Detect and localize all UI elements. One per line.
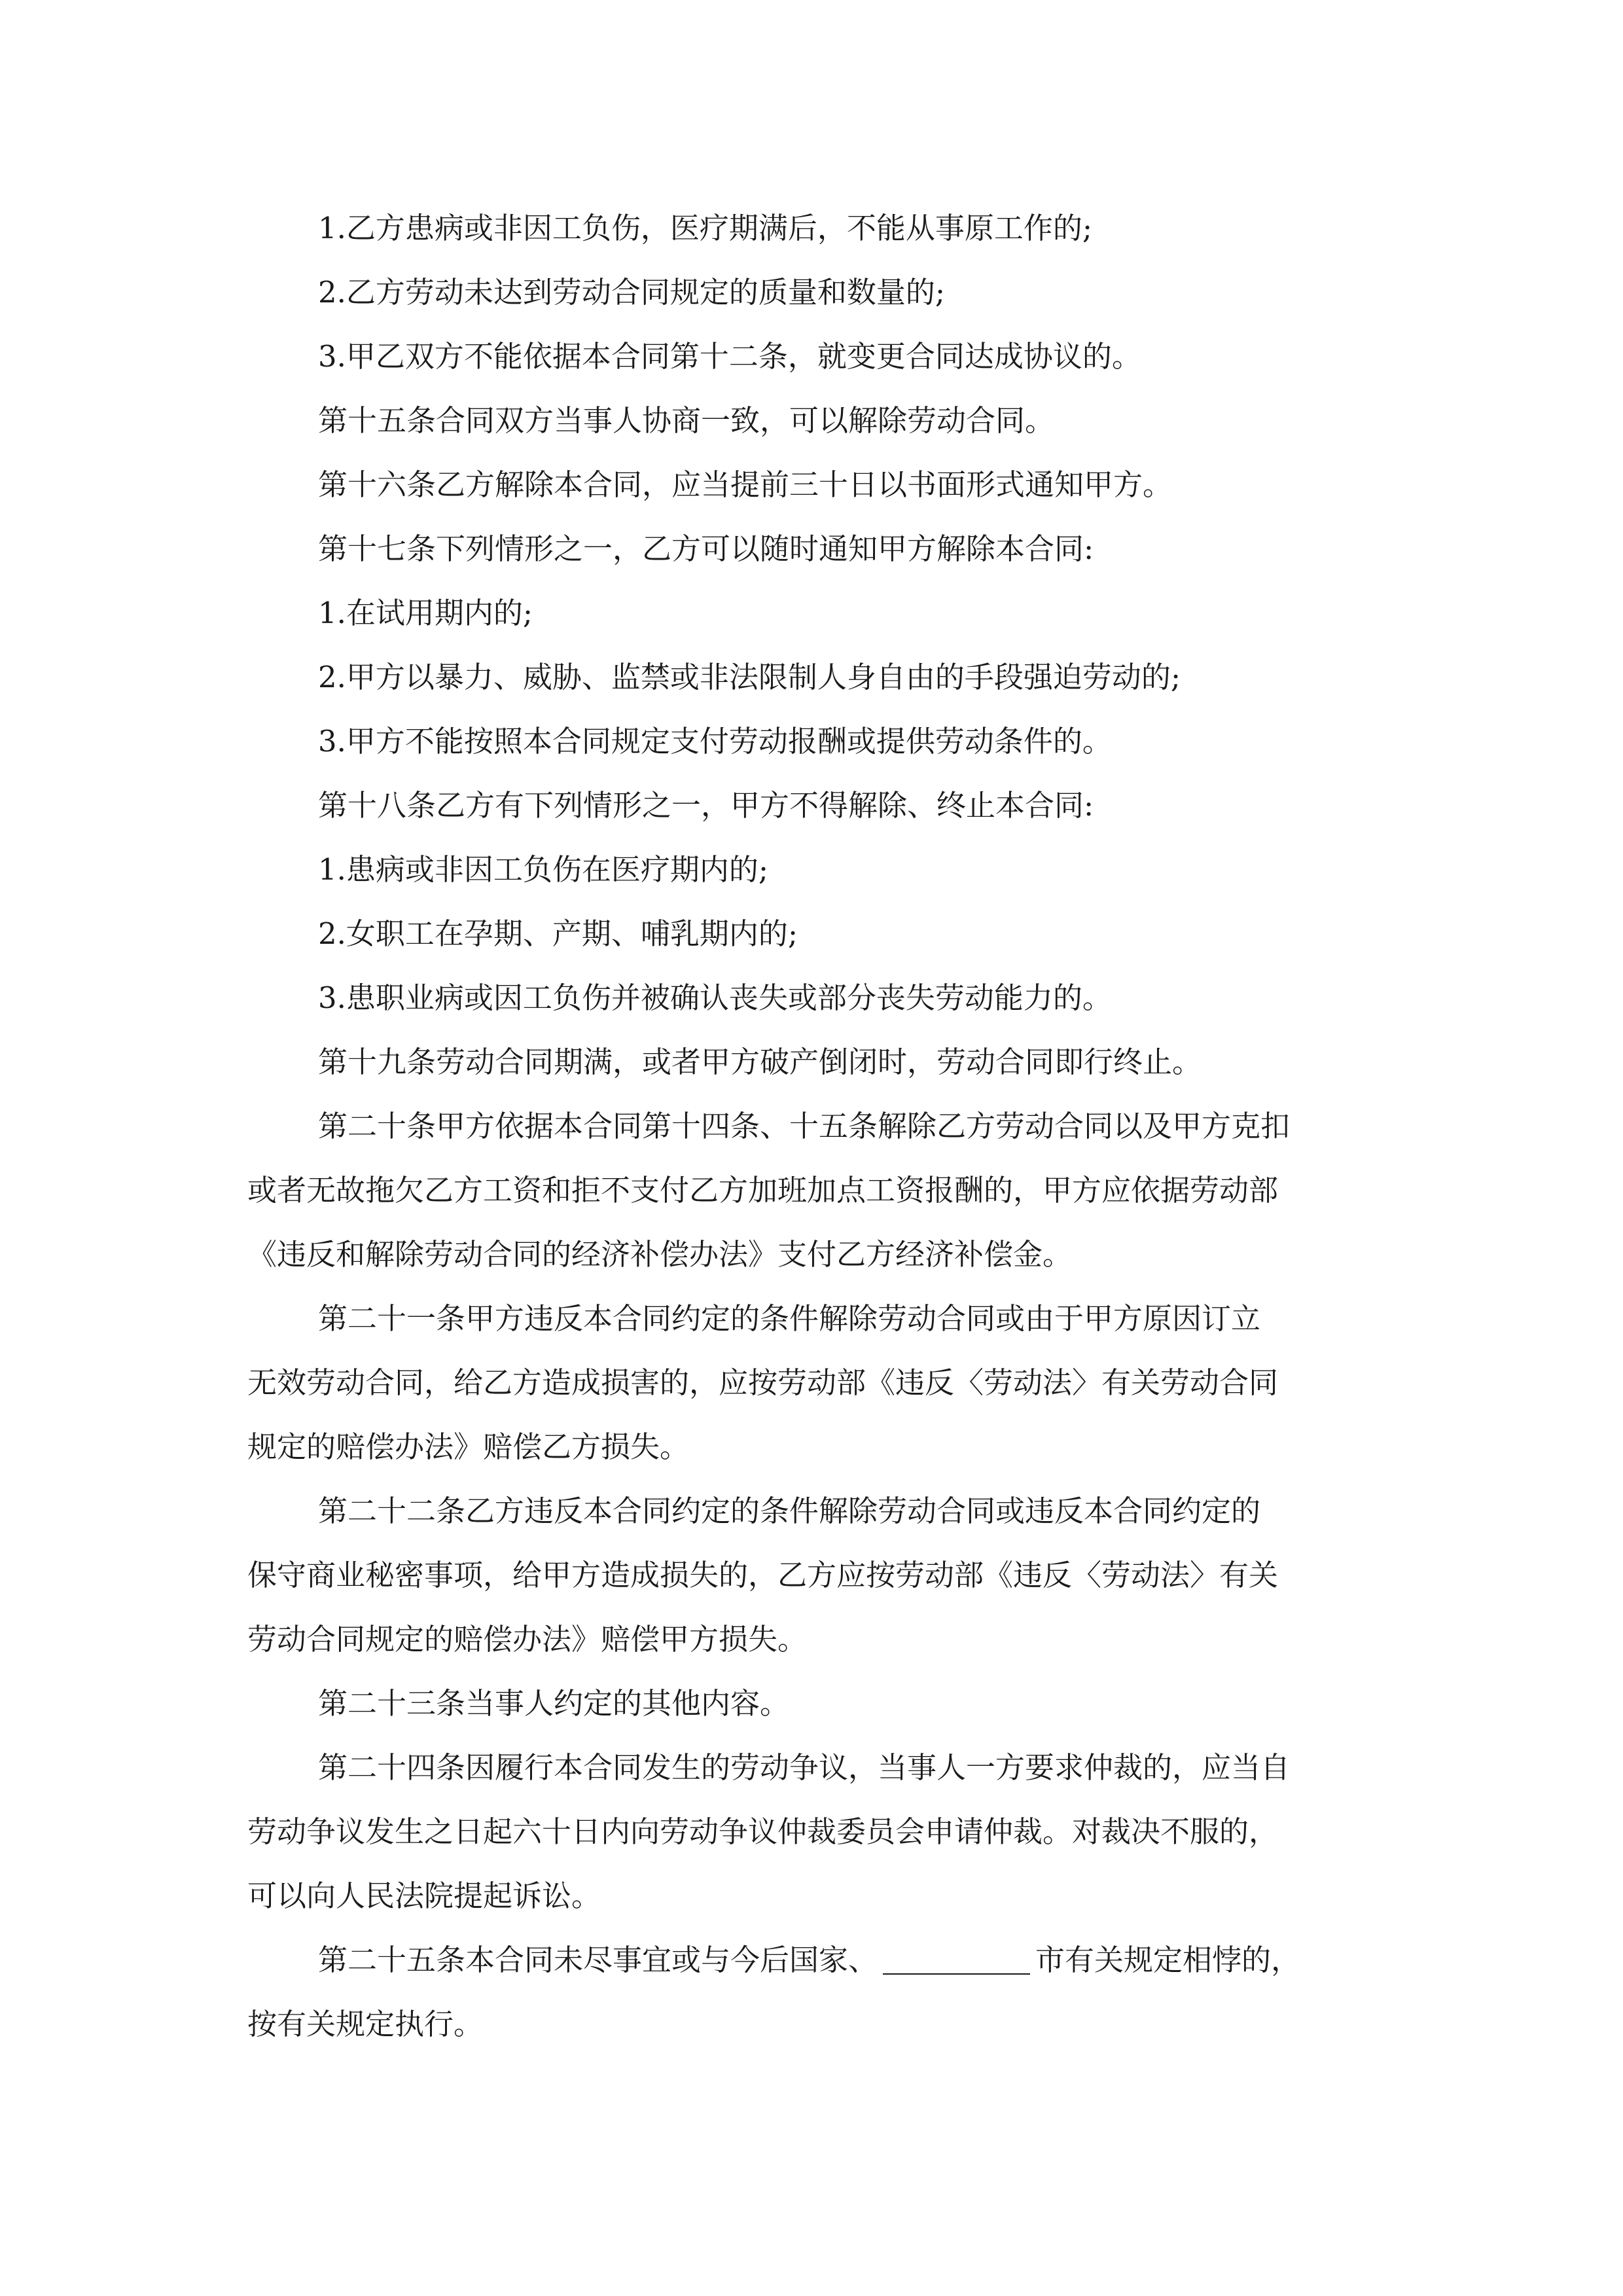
text-line: 1.乙方患病或非因工负伤，医疗期满后，不能从事原工作的; <box>318 211 1093 245</box>
fill-in-blank <box>883 1944 1030 1975</box>
text-line: 保守商业秘密事项，给甲方造成损失的，乙方应按劳动部《违反〈劳动法〉有关 <box>247 1558 1279 1592</box>
paragraph <box>247 838 1380 902</box>
document-body <box>247 196 1380 2056</box>
text-line: 第十七条下列情形之一，乙方可以随时通知甲方解除本合同: <box>318 531 1094 566</box>
text-line: 第二十四条因履行本合同发生的劳动争议，当事人一方要求仲裁的，应当自 <box>318 1750 1291 1785</box>
text-line: 可以向人民法院提起诉讼。 <box>247 1878 601 1913</box>
text-line: 3.患职业病或因工负伤并被确认丧失或部分丧失劳动能力的。 <box>318 980 1112 1015</box>
paragraph <box>247 325 1380 389</box>
text-line: 第二十二条乙方违反本合同约定的条件解除劳动合同或违反本合同约定的 <box>318 1494 1261 1528</box>
text-line: 3.甲乙双方不能依据本合同第十二条，就变更合同达成协议的。 <box>318 339 1141 374</box>
paragraph <box>247 645 1380 709</box>
paragraph-with-blank <box>247 1928 1380 2056</box>
text-line: 1.患病或非因工负伤在医疗期内的; <box>318 852 769 887</box>
text-line: 1.在试用期内的; <box>318 596 533 630</box>
text-line: 第十五条合同双方当事人协商一致，可以解除劳动合同。 <box>318 403 1055 438</box>
text-line: 市有关规定相悖的， <box>1035 1943 1301 1977</box>
paragraph <box>247 1672 1380 1736</box>
text-line: 2.女职工在孕期、产期、哺乳期内的; <box>318 916 798 951</box>
text-line: 3.甲方不能按照本合同规定支付劳动报酬或提供劳动条件的。 <box>318 724 1112 759</box>
paragraph <box>247 966 1380 1030</box>
text-line: 无效劳动合同，给乙方造成损害的，应按劳动部《违反〈劳动法〉有关劳动合同 <box>247 1365 1279 1400</box>
paragraph <box>247 581 1380 645</box>
text-line: 第二十五条本合同未尽事宜或与今后国家、 <box>318 1943 878 1977</box>
text-line: 2.乙方劳动未达到劳动合同规定的质量和数量的; <box>318 275 946 310</box>
text-line: 2.甲方以暴力、威胁、监禁或非法限制人身自由的手段强迫劳动的; <box>318 660 1181 694</box>
text-line: 第二十条甲方依据本合同第十四条、十五条解除乙方劳动合同以及甲方克扣 <box>318 1109 1291 1143</box>
text-line: 《违反和解除劳动合同的经济补偿办法》支付乙方经济补偿金。 <box>247 1237 1073 1272</box>
paragraph <box>247 774 1380 838</box>
text-line: 第二十三条当事人约定的其他内容。 <box>318 1686 790 1721</box>
paragraph <box>247 389 1380 453</box>
paragraph <box>247 1287 1380 1479</box>
text-line: 第二十一条甲方违反本合同约定的条件解除劳动合同或由于甲方原因订立 <box>318 1301 1261 1336</box>
text-line: 按有关规定执行。 <box>247 2007 484 2041</box>
paragraph <box>247 260 1380 325</box>
paragraph <box>247 196 1380 260</box>
paragraph <box>247 1094 1380 1287</box>
paragraph <box>247 453 1380 517</box>
paragraph <box>247 517 1380 581</box>
text-line: 第十八条乙方有下列情形之一，甲方不得解除、终止本合同: <box>318 788 1094 823</box>
paragraph <box>247 709 1380 774</box>
text-line: 规定的赔偿办法》赔偿乙方损失。 <box>247 1429 690 1464</box>
paragraph <box>247 902 1380 966</box>
text-line: 劳动争议发生之日起六十日内向劳动争议仲裁委员会申请仲裁。对裁决不服的， <box>247 1814 1279 1849</box>
paragraph <box>247 1736 1380 1928</box>
text-line: 或者无故拖欠乙方工资和拒不支付乙方加班加点工资报酬的，甲方应依据劳动部 <box>247 1173 1279 1208</box>
text-line: 劳动合同规定的赔偿办法》赔偿甲方损失。 <box>247 1622 808 1657</box>
paragraph <box>247 1030 1380 1094</box>
text-line: 第十九条劳动合同期满，或者甲方破产倒闭时，劳动合同即行终止。 <box>318 1045 1202 1079</box>
paragraph <box>247 1479 1380 1672</box>
text-line: 第十六条乙方解除本合同，应当提前三十日以书面形式通知甲方。 <box>318 467 1173 502</box>
